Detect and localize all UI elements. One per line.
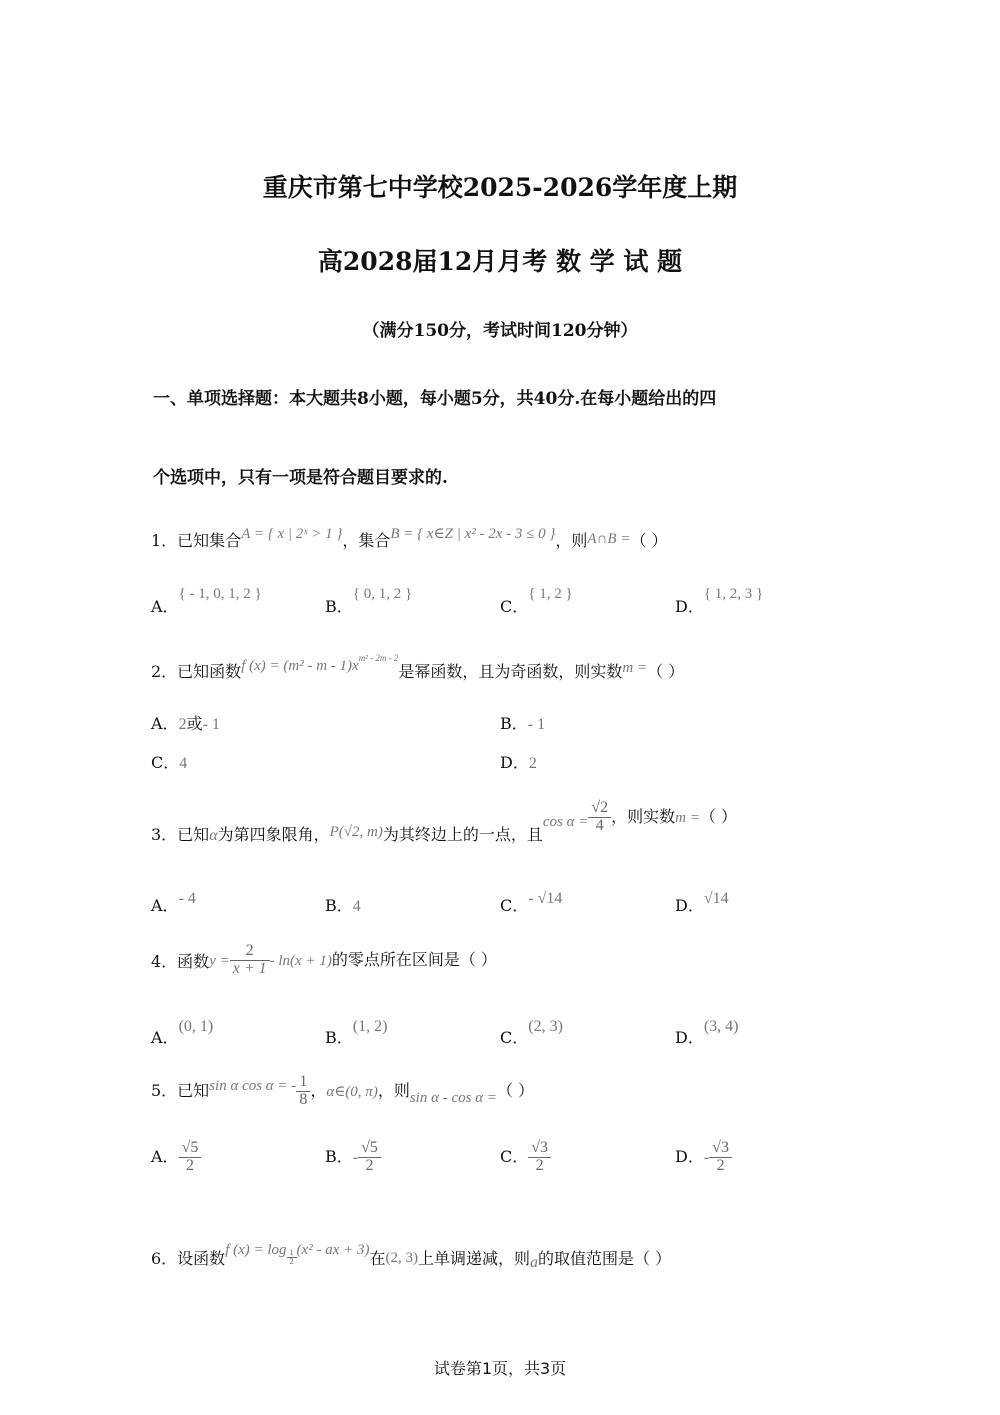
q1-set-b: B = { x∈Z | x² - 2x - 3 ≤ 0 } (390, 526, 556, 542)
question-2: 2．已知函数f $(x) = (m^2 - m - 1)x^{m^2 - 2m - 2}$是幂函数，且为奇函数，则实数m =（ ） (151, 653, 685, 681)
q3-option-a: A．- 4 (151, 890, 196, 915)
q3-option-b: B．4 (325, 896, 361, 915)
q2-option-d: D．2 (500, 753, 537, 772)
q5-option-b: B．- $\frac{√5}{2}$ (325, 1140, 381, 1175)
q2-exponent: m² - 2m - 2 (358, 653, 399, 663)
q1-tail: （ ） (630, 531, 668, 550)
page-footer: 试卷第1页，共3页 (433, 1359, 567, 1378)
q1-option-c: C．{ 1, 2 } (500, 586, 573, 616)
q4-option-b: B．(1, 2) (325, 1018, 388, 1047)
q2-option-a: A．2或- 1 (151, 714, 220, 733)
q4-fraction: $\frac{2}{x + 1}$ (230, 943, 270, 978)
q5-option-d: D．- $\frac{√3}{2}$ (675, 1140, 732, 1175)
exam-title-line2: 高2028届12月月考 数 学 试 题 (317, 247, 683, 276)
exam-subtitle: （满分150分，考试时间120分钟） (362, 321, 638, 341)
q1-post: ，则 (555, 531, 588, 550)
q3-point: P(√2, m) (329, 823, 383, 840)
q1-option-b: B．{ 0, 1, 2 } (325, 586, 413, 616)
q1-expr: A∩B = (587, 531, 631, 547)
q2-func: f (x) = (m² - m - 1)x (241, 658, 359, 674)
question-4: 4．函数y = $\frac{2}{x + 1}$ - ln(x + 1)的零点所在区间是（ ） (151, 942, 497, 977)
question-1 (151, 528, 668, 551)
q6-log-base: $\frac{1}{2}$ (287, 1249, 297, 1267)
q1-option-d: D．{ 1, 2, 3 } (675, 586, 764, 616)
section-heading-line1: 一、单项选择题：本大题共8小题，每小题5分，共40分.在每小题给出的四 (153, 389, 717, 409)
q2-option-c: C．4 (151, 753, 188, 772)
q4-option-d: D．(3, 4) (675, 1018, 739, 1047)
q5-option-c: C． $\frac{√3}{2}$ (500, 1140, 551, 1175)
question-5: 5．已知sin α cos α = - $\frac{1}{8}$ ，α∈(0, π)，则sin α - cos α =（ ） (151, 1073, 535, 1108)
question-6: 6．设函数f (x) = log $\frac{1}{2}$ (x² - ax + 3)在(2, 3)上单调递减，则a的取值范围是（ ） (151, 1242, 672, 1271)
q5-fraction: $\frac{1}{8}$ (296, 1074, 310, 1109)
q4-option-a: A．(0, 1) (151, 1018, 214, 1047)
q1-set-a: A = { x | 2ˣ > 1 } (241, 526, 343, 542)
question-3: 3．已知α为第四象限角，P(√2, m)为其终边上的一点，且cos α = $\frac{√2}{4}$ ，则实数m =（ ） (151, 799, 737, 844)
q2-option-b: B．- 1 (500, 714, 546, 733)
q1-pre: 1．已知集合 (151, 531, 242, 550)
q1-mid: ，集合 (342, 531, 391, 550)
exam-title-line1: 重庆市第七中学校2025-2026学年度上期 (262, 173, 738, 202)
q1-option-a: A．{ - 1, 0, 1, 2 } (151, 586, 262, 616)
q3-option-c: C．- √14 (500, 890, 563, 915)
q2-var: m = (622, 660, 648, 676)
q4-option-c: C．(2, 3) (500, 1018, 563, 1047)
q3-cos: cos α = (542, 813, 589, 830)
q3-fraction: $\frac{√2}{4}$ (588, 800, 611, 835)
q5-option-a: A． $\frac{√5}{2}$ (151, 1140, 201, 1175)
section-heading-line2: 个选项中，只有一项是符合题目要求的. (153, 468, 448, 488)
q3-option-d: D．√14 (675, 890, 729, 915)
